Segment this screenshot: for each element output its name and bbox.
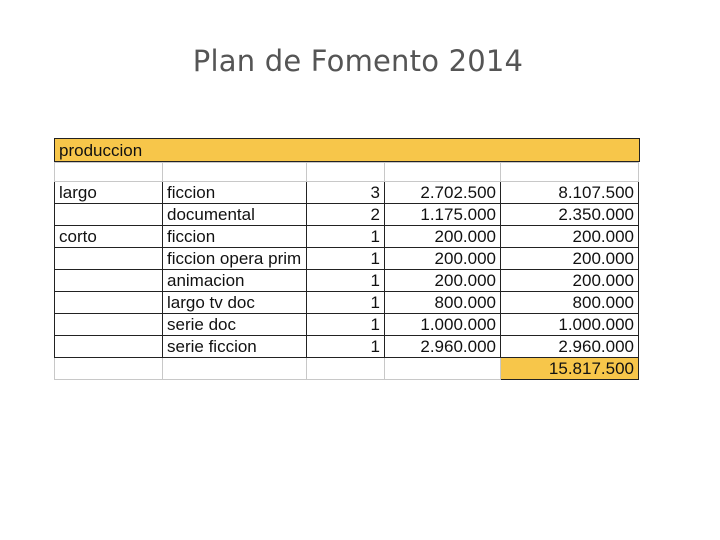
quantity-cell[interactable]: 3 [307,182,385,204]
table-row [55,226,639,248]
total-cell[interactable]: 200.000 [501,270,639,292]
empty-cell[interactable] [307,358,385,380]
unit-amount-cell[interactable]: 1.000.000 [385,314,501,336]
total-cell[interactable]: 1.000.000 [501,314,639,336]
page-title: Plan de Fomento 2014 [192,44,524,78]
category-cell[interactable] [55,292,163,314]
total-row [55,358,639,380]
type-cell[interactable]: largo tv doc [163,292,307,314]
table-row [55,336,639,358]
empty-cell[interactable] [307,163,385,182]
empty-cell[interactable] [385,163,501,182]
category-cell[interactable] [55,248,163,270]
type-cell[interactable]: documental [163,204,307,226]
total-cell[interactable]: 8.107.500 [501,182,639,204]
total-cell[interactable]: 200.000 [501,248,639,270]
unit-amount-cell[interactable]: 200.000 [385,248,501,270]
unit-amount-cell[interactable]: 2.702.500 [385,182,501,204]
section-header-bar [54,138,640,162]
quantity-cell[interactable]: 1 [307,248,385,270]
category-cell[interactable]: corto [55,226,163,248]
total-cell[interactable]: 800.000 [501,292,639,314]
unit-amount-cell[interactable]: 2.960.000 [385,336,501,358]
total-cell[interactable]: 2.960.000 [501,336,639,358]
quantity-cell[interactable]: 1 [307,270,385,292]
type-cell[interactable]: animacion [163,270,307,292]
quantity-cell[interactable]: 1 [307,336,385,358]
category-cell[interactable] [55,204,163,226]
quantity-cell[interactable]: 1 [307,226,385,248]
spreadsheet [54,138,640,384]
category-cell[interactable] [55,336,163,358]
empty-cell[interactable] [55,163,163,182]
category-cell[interactable]: largo [55,182,163,204]
quantity-cell[interactable]: 1 [307,314,385,336]
table-row [55,292,639,314]
quantity-cell[interactable]: 2 [307,204,385,226]
type-cell[interactable]: ficcion [163,182,307,204]
table-row [55,270,639,292]
section-header: produccion [59,141,143,160]
empty-cell[interactable] [55,358,163,380]
empty-cell[interactable] [163,163,307,182]
type-cell[interactable]: serie doc [163,314,307,336]
unit-amount-cell[interactable]: 1.175.000 [385,204,501,226]
table-row [55,204,639,226]
unit-amount-cell[interactable]: 200.000 [385,226,501,248]
quantity-cell[interactable]: 1 [307,292,385,314]
category-cell[interactable] [55,270,163,292]
budget-table [54,162,639,380]
table-row [55,248,639,270]
total-cell[interactable]: 200.000 [501,226,639,248]
type-cell[interactable]: serie ficcion [163,336,307,358]
table-row [55,182,639,204]
type-cell[interactable]: ficcion [163,226,307,248]
empty-cell[interactable] [501,163,639,182]
table-row [55,314,639,336]
unit-amount-cell[interactable]: 200.000 [385,270,501,292]
empty-cell[interactable] [385,358,501,380]
total-cell[interactable]: 2.350.000 [501,204,639,226]
spacer-row [55,163,639,182]
type-cell[interactable]: ficcion opera prim [163,248,307,270]
category-cell[interactable] [55,314,163,336]
empty-cell[interactable] [163,358,307,380]
grand-total-cell[interactable]: 15.817.500 [501,358,639,380]
unit-amount-cell[interactable]: 800.000 [385,292,501,314]
